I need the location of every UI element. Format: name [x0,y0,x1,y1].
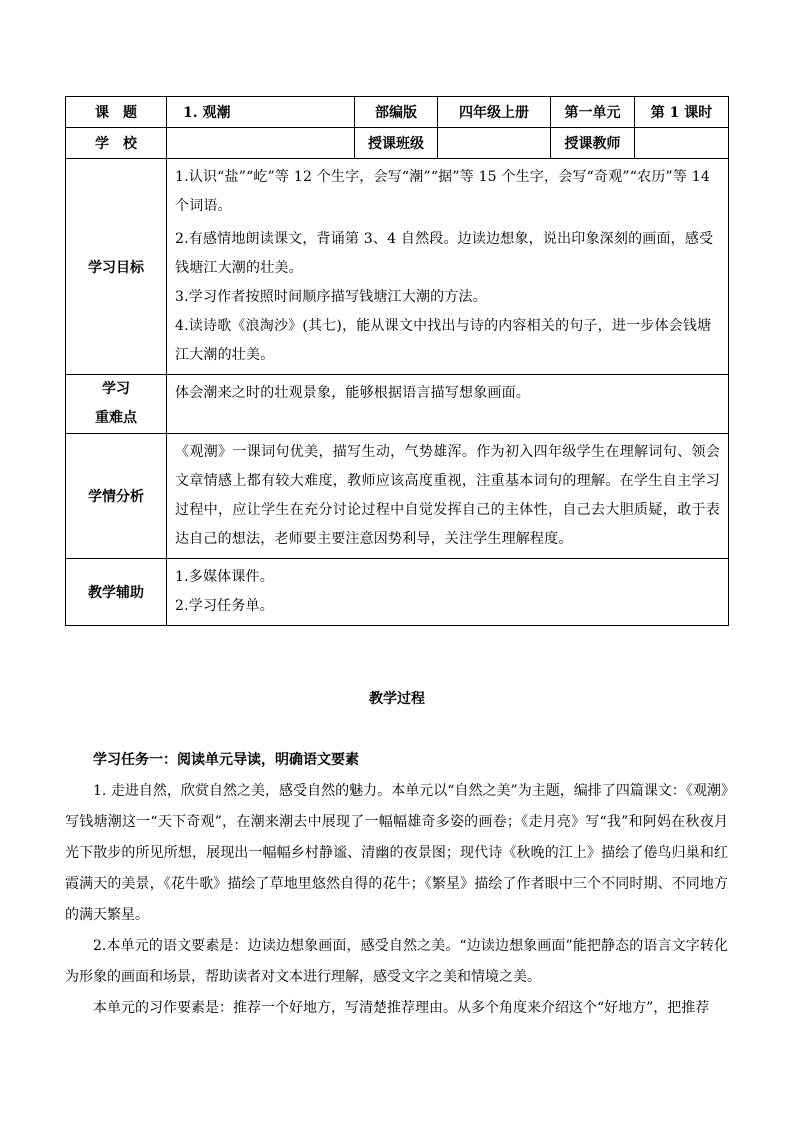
difficulty-row [66,375,729,434]
goal-item: 1.认识“盐”“屹”等 12 个生字，会写“潮”“据”等 15 个生字，会写“奇观”“农历”等 14 个词语。 [175,169,710,214]
aid-item: 1.多媒体课件。 [175,569,274,585]
difficulty-text: 体会潮来之时的壮观景象，能够根据语言描写想象画面。 [175,385,530,401]
aids-row [66,559,729,626]
analysis-text: 《观潮》一课词句优美，描写生动，气势雄浑。作为初入四年级学生在理解词句、领会文章情感上都有较大难度，教师应该高度重视，注重基本词句的理解。在学生自主学习过程中，应让学生在充分讨论过程中自觉发挥自己的主体性，自己去大胆质疑，敢于表达自己的想法，老师要主要注意因势利导，关注学生理解程度。 [175,444,720,547]
goal-item: 2.有感情地朗读课文，背诵第 3、4 自然段。边读边想象，说出印象深刻的画面，感受钱塘江大潮的壮美。 [175,231,714,276]
grade: 四年级上册 [438,97,551,128]
goal-item: 3.学习作者按照时间顺序描写钱塘江大潮的方法。 [175,289,487,305]
difficulty-label-line1: 学习 [102,381,130,397]
header-row [66,97,729,128]
paragraph: 1. 走进自然，欣赏自然之美，感受自然的魅力。本单元以“自然之美”为主题，编排了四篇课文：《观潮》写钱塘潮这一“天下奇观”，在潮来潮去中展现了一幅幅雄奇多姿的画卷；《走月亮》写“我”和阿妈在秋夜月光下散步的所见所想，展现出一幅幅乡村静谧、清幽的夜景图；现代诗《秋晚的江上》描绘了倦鸟归巢和红霞满天的美景，《花牛歌》描绘了草地里悠然自得的花牛；《繁星》描绘了作者眼中三个不同时期、不同地方的满天繁星。 [65,783,728,923]
unit: 第一单元 [551,97,635,128]
aids-label: 教学辅助 [66,559,167,626]
class-value [438,128,551,159]
teacher-label: 授课教师 [551,128,635,159]
course-label: 课 题 [66,97,167,128]
difficulty-label-line2: 重难点 [95,410,137,426]
aids-content [167,559,729,626]
class-label: 授课班级 [355,128,438,159]
course-title: 1. 观潮 [167,97,355,128]
school-row [66,128,729,159]
analysis-content [167,434,729,559]
goal-item: 4.读诗歌《浪淘沙》(其七)，能从课文中找出与诗的内容相关的句子，进一步体会钱塘江大潮的壮美。 [175,318,712,363]
goals-label: 学习目标 [66,159,167,375]
paragraph: 2.本单元的语文要素是：边读边想象画面，感受自然之美。“边读边想象画面”能把静态的语言文字转化为形象的画面和场景，帮助读者对文本进行理解，感受文字之美和情境之美。 [65,938,728,985]
teacher-value [635,128,729,159]
analysis-label: 学情分析 [66,434,167,559]
task-heading: 学习任务一：阅读单元导读，明确语文要素 [93,752,359,768]
goals-row [66,159,729,375]
analysis-row [66,434,729,559]
lesson-plan-table [65,96,729,626]
aid-item: 2.学习任务单。 [175,598,274,614]
period: 第 1 课时 [635,97,729,128]
process-title: 教学过程 [369,691,425,707]
difficulty-label [66,375,167,434]
paragraph: 本单元的习作要素是：推荐一个好地方，写清楚推荐理由。从多个角度来介绍这个“好地方”，把推荐 [93,1000,710,1016]
school-label: 学 校 [66,128,167,159]
school-value [167,128,355,159]
edition: 部编版 [355,97,438,128]
goals-content [167,159,729,375]
difficulty-content [167,375,729,434]
process-body [65,745,728,1024]
